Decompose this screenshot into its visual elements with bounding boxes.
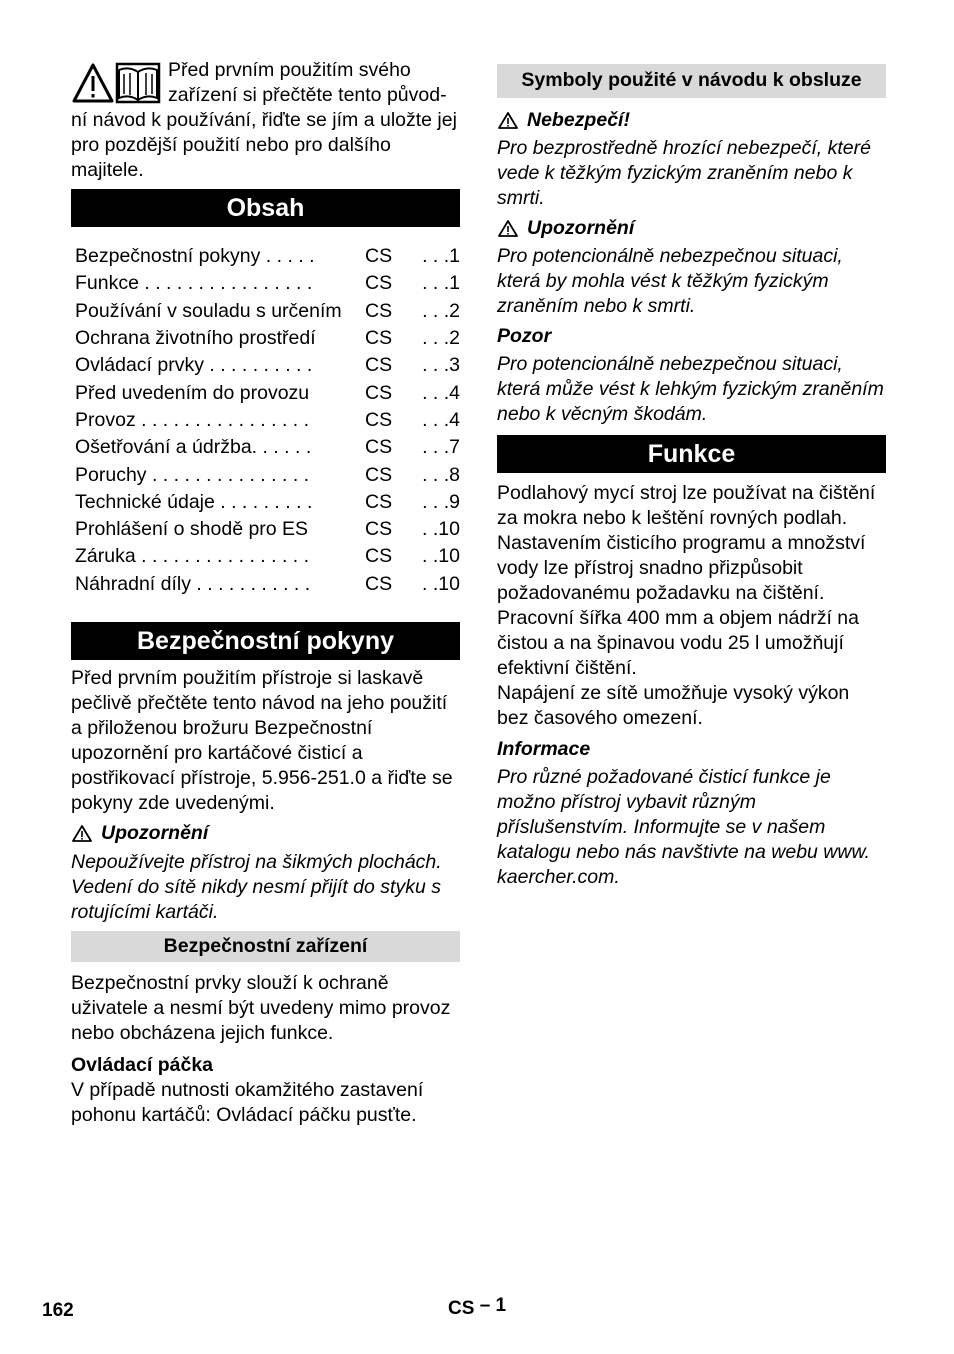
toc-item-page: . .10 — [422, 572, 460, 595]
toc-row — [75, 489, 460, 516]
lever-text: V případě nutnosti okamžitého zastavení pohonu kartáčů: Ovládací páčku pusťte. — [71, 1078, 424, 1126]
toc-item-page: . . .4 — [422, 381, 460, 404]
toc-item-page: . . .7 — [422, 436, 460, 459]
function-heading: Funkce — [497, 435, 886, 473]
warning-triangle-icon — [71, 824, 93, 843]
warning-header — [497, 216, 886, 241]
toc-item-page: . . .4 — [422, 408, 460, 431]
page-number: 162 — [42, 1300, 74, 1321]
danger-text: Pro bezprostředně hrozící nebezpečí, které vede k těžkým fyzickým zraněním nebo k smrti. — [497, 137, 871, 209]
toc-item-title: Před uvedením do provozu — [75, 381, 310, 404]
intro-line-2: zařízení si přečtěte tento původ- — [168, 84, 447, 106]
left-column — [71, 58, 460, 1128]
danger-header — [497, 108, 886, 133]
toc-item-code: CS — [365, 272, 393, 295]
lever-heading: Ovládací páčka — [71, 1053, 214, 1076]
toc-row — [75, 516, 460, 543]
warning-label: Upozornění — [527, 217, 635, 239]
info-text: Pro různé požadované čisticí funkce je možno přístroj vybavit různým příslušenstvím. Informujte se v našem katalogu nebo nás navštivte na webu www. kaercher.com. — [497, 766, 870, 888]
toc-row — [75, 461, 460, 488]
toc-heading: Obsah — [71, 189, 460, 227]
safety-heading: Bezpečnostní pokyny — [71, 622, 460, 660]
toc-item-page: . .10 — [422, 518, 460, 541]
toc-row — [75, 298, 460, 325]
warning-text: Pro potencionálně nebezpečnou situaci, která by mohla vést k těžkým fyzickým zraněním nebo k smrti. — [497, 245, 843, 317]
safety-body: Před prvním použitím přístroje si laskavě pečlivě přečtěte tento návod na jeho použití a přiloženou brožuru Bezpečnostní upozornění pro kartáčové čisticí a postřikovací přístroje, 5.956-251.0 a řiďte se pokyny zde uvedenými. — [71, 666, 453, 814]
toc-item-code: CS — [365, 327, 393, 350]
toc-item-title: Náhradní díly . . . . . . . . . . . — [75, 572, 311, 595]
toc-row — [75, 352, 460, 379]
toc-item-title: Poruchy . . . . . . . . . . . . . . . — [75, 463, 310, 486]
caution-text: Pro potencionálně nebezpečnou situaci, která může vést k lehkým fyzickým zraněním nebo k věcným škodám. — [497, 353, 884, 425]
toc-item-code: CS — [365, 299, 393, 322]
footer-section-page: – 1 — [479, 1295, 507, 1316]
manual-book-icon — [117, 64, 159, 102]
intro-line-1: Před prvním použitím svého — [168, 59, 411, 81]
toc-item-code: CS — [365, 490, 393, 513]
toc-item-page: . . .2 — [422, 327, 460, 350]
toc-item-title: Ovládací prvky . . . . . . . . . . — [75, 354, 313, 377]
toc-item-page: . . .9 — [422, 490, 460, 513]
intro-block — [71, 58, 460, 183]
warning-triangle-icon — [74, 65, 112, 101]
toc-item-title: Používání v souladu s určením — [75, 299, 342, 322]
toc-row — [75, 434, 460, 461]
toc-item-title: Prohlášení o shodě pro ES — [75, 518, 309, 541]
toc-item-code: CS — [365, 245, 393, 268]
toc-item-title: Ochrana životního prostředí — [75, 327, 316, 350]
toc-item-code: CS — [365, 518, 393, 541]
warning-triangle-icon — [497, 111, 519, 130]
symbols-heading: Symboly použité v návodu k obsluze — [497, 64, 886, 98]
toc-item-page: . . .3 — [422, 354, 460, 377]
right-column — [497, 64, 886, 890]
toc-table — [75, 243, 460, 598]
toc-row — [75, 270, 460, 297]
toc-item-code: CS — [365, 572, 393, 595]
toc-row — [75, 379, 460, 406]
toc-row — [75, 325, 460, 352]
toc-item-code: CS — [365, 436, 393, 459]
safety-devices-text: Bezpečnostní prvky slouží k ochraně uživatele a nesmí být uvedeny mimo provoz nebo obcházena jejich funkce. — [71, 971, 451, 1044]
safety-warning-header — [71, 821, 460, 846]
toc-row — [75, 543, 460, 570]
toc-item-code: CS — [365, 381, 393, 404]
intro-icons — [71, 60, 168, 108]
safety-warning-text: Nepoužívejte přístroj na šikmých plochách. Vedení do sítě nikdy nesmí přijít do styku s rotujícími kartáči. — [71, 850, 442, 923]
intro-rest: ní návod k používání, řiďte se jím a uložte jej pro pozdější použití nebo pro dalšího majitele. — [71, 109, 457, 181]
toc-item-title: Provoz . . . . . . . . . . . . . . . . — [75, 408, 310, 431]
toc-item-title: Ošetřování a údržba. . . . . . — [75, 436, 312, 459]
info-label: Informace — [497, 738, 591, 760]
toc-item-title: Záruka . . . . . . . . . . . . . . . . — [75, 545, 310, 568]
toc-row — [75, 407, 460, 434]
toc-row — [75, 571, 460, 598]
warning-triangle-icon — [497, 219, 519, 238]
toc-row — [75, 243, 460, 270]
safety-devices-heading: Bezpečnostní zařízení — [71, 931, 460, 962]
toc-item-code: CS — [365, 463, 393, 486]
toc-item-page: . . .2 — [422, 299, 460, 322]
toc-item-title: Technické údaje . . . . . . . . . — [75, 490, 313, 513]
toc-item-page: . . .1 — [422, 245, 460, 268]
function-text-2: Napájení ze sítě umožňuje vysoký výkon bez časového omezení. — [497, 682, 850, 729]
caution-label: Pozor — [497, 325, 552, 347]
function-text-1: Podlahový mycí stroj lze používat na čištění za mokra nebo k leštění rovných podlah. Nastavením čisticího programu a množství vody lze přístroj snadno přizpůsobit požadovanému požadavku na čištění. Pracovní šířka 400 mm a objem nádrží na čistou a na špinavou vodu 25 l umožňují efektivní čištění. — [497, 482, 876, 679]
toc-item-title: Funkce . . . . . . . . . . . . . . . . — [75, 272, 313, 295]
toc-item-title: Bezpečnostní pokyny . . . . . — [75, 245, 315, 268]
toc-item-code: CS — [365, 354, 393, 377]
toc-item-page: . . .1 — [422, 272, 460, 295]
footer-section — [448, 1296, 506, 1321]
safety-warning-label: Upozornění — [101, 821, 209, 844]
toc-item-page: . .10 — [422, 545, 460, 568]
footer-section-code: CS — [448, 1298, 475, 1319]
danger-label: Nebezpečí! — [527, 109, 630, 131]
toc-item-code: CS — [365, 408, 393, 431]
toc-item-code: CS — [365, 545, 393, 568]
toc-item-page: . . .8 — [422, 463, 460, 486]
